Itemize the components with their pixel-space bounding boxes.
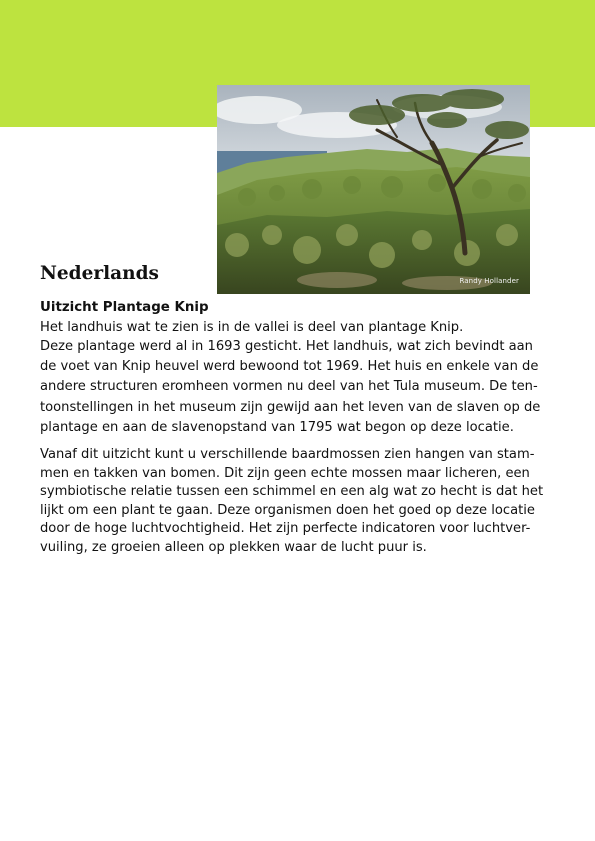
landscape-illustration — [217, 85, 530, 294]
paragraph-line: Vanaf dit uitzicht kunt u verschillende baardmossen zien hangen van stam- — [40, 447, 535, 463]
paragraph-line: plantage en aan de slavenopstand van 1795 wat begon op deze locatie. — [40, 419, 514, 435]
paragraph-line: Het landhuis wat te zien is in de vallei is deel van plantage Knip. — [40, 320, 464, 335]
article-body — [40, 298, 556, 558]
language-title: Nederlands — [40, 263, 159, 284]
paragraph-2 — [40, 446, 556, 558]
paragraph-line: de voet van Knip heuvel werd bewoond tot 1969. Het huis en enkele van de — [40, 359, 539, 375]
article-subtitle: Uitzicht Plantage Knip — [40, 300, 209, 315]
photo-credit: Randy Hollander — [459, 277, 519, 285]
paragraph-line: andere structuren eromheen vormen nu deel van het Tula museum. De ten- — [40, 379, 538, 395]
paragraph-line: lijkt om een plant te gaan. Deze organismen doen het goed op deze locatie — [40, 502, 535, 518]
paragraph-line: door de hoge luchtvochtigheid. Het zijn perfecte indicatoren voor luchtver- — [40, 521, 531, 537]
paragraph-line: vuiling, ze groeien alleen op plekken waar de lucht puur is. — [40, 539, 427, 555]
paragraph-line: Deze plantage werd al in 1693 gesticht. Het landhuis, wat zich bevindt aan — [40, 339, 533, 354]
paragraph-line: toonstellingen in het museum zijn gewijd aan het leven van de slaven op de — [40, 399, 541, 415]
paragraph-1 — [40, 318, 556, 438]
paragraph-line: men en takken van bomen. Dit zijn geen echte mossen maar licheren, een — [40, 465, 530, 481]
landscape-photo — [217, 85, 530, 294]
paragraph-line: symbiotische relatie tussen een schimmel en een alg wat zo hecht is dat het — [40, 484, 544, 500]
